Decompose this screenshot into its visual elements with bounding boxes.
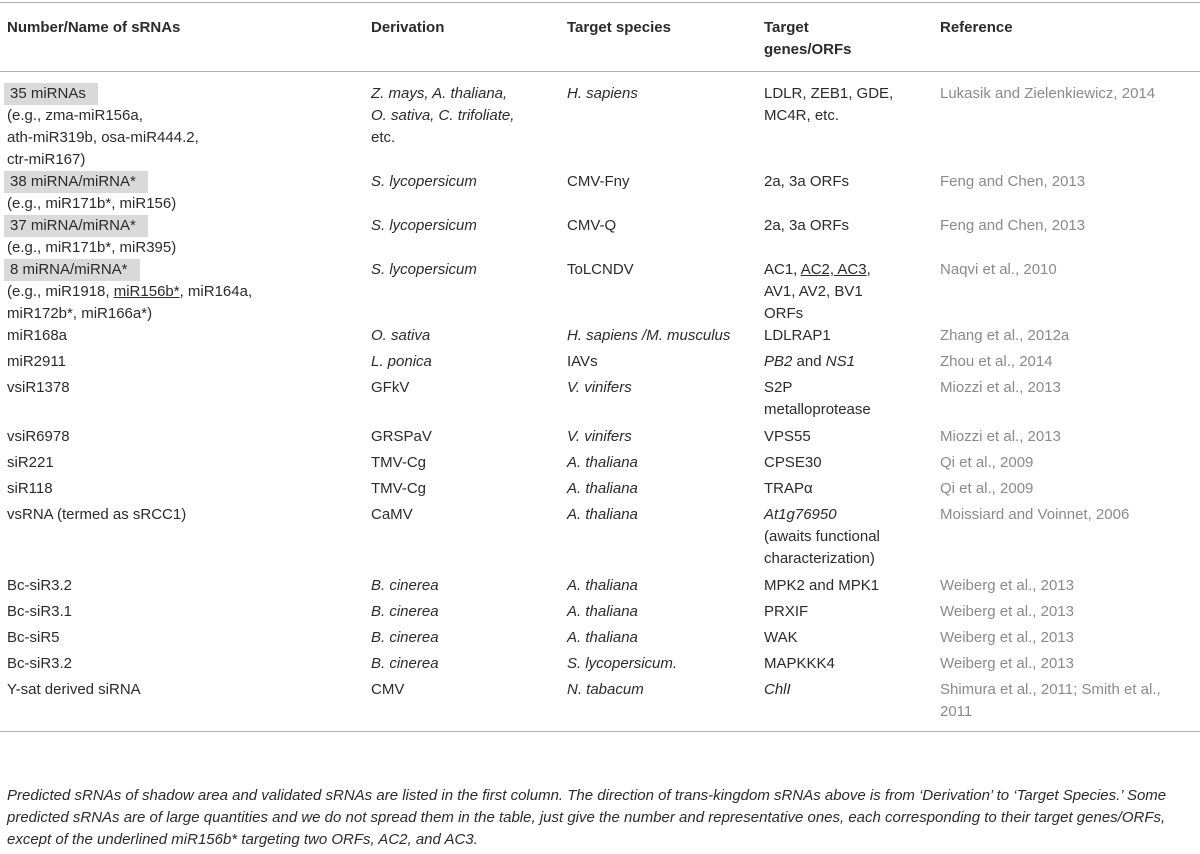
cell-name	[0, 259, 364, 325]
name-text: , miR164a,	[179, 283, 253, 300]
cell-target-species: A. thaliana	[567, 480, 638, 497]
cell-target-species: A. thaliana	[567, 603, 638, 620]
cell-target-genes: CPSE30	[764, 454, 822, 471]
cell-name: Bc-siR3.2	[7, 577, 73, 594]
cell-reference: Weiberg et al., 2013	[940, 629, 1074, 646]
cell-name-line: ath-miR319b, osa-miR444.2,	[7, 129, 199, 146]
cell-name: vsiR1378	[7, 379, 70, 396]
cell-reference: Moissiard and Voinnet, 2006	[940, 506, 1130, 523]
cell-reference: Qi et al., 2009	[940, 454, 1034, 471]
genes-text: ,	[866, 261, 871, 278]
cell-derivation: B. cinerea	[371, 603, 439, 620]
cell-name-line: ctr-miR167)	[7, 151, 86, 168]
cell-name-line	[7, 281, 360, 303]
cell-name	[0, 171, 364, 215]
header-name: Number/Name of sRNAs	[0, 3, 364, 72]
cell-reference: Weiberg et al., 2013	[940, 603, 1074, 620]
cell-derivation: TMV-Cg	[371, 480, 427, 497]
cell-target-genes: PRXIF	[764, 603, 809, 620]
cell-name-line: (e.g., zma-miR156a,	[7, 107, 143, 124]
cell-derivation: S. lycopersicum	[371, 173, 477, 190]
cell-name: Bc-siR3.1	[7, 603, 73, 620]
cell-reference-line: 2011	[940, 703, 973, 720]
cell-reference: Qi et al., 2009	[940, 480, 1034, 497]
table-row	[0, 601, 1200, 627]
cell-derivation: B. cinerea	[371, 655, 439, 672]
cell-target-species: A. thaliana	[567, 454, 638, 471]
shaded-srna-count: 37 miRNA/miRNA*	[4, 215, 148, 237]
cell-derivation: O. sativa	[371, 327, 431, 344]
cell-derivation: GFkV	[371, 379, 410, 396]
cell-target-species: V. vinifers	[567, 379, 632, 396]
cell-target-genes: TRAPα	[764, 480, 813, 497]
cell-name	[0, 72, 364, 172]
cell-target-genes: LDLRAP1	[764, 327, 831, 344]
table-row	[0, 72, 1200, 172]
cell-target-genes	[757, 377, 933, 426]
genes-text: and	[792, 353, 826, 370]
table-header	[0, 3, 1200, 72]
cell-reference: Lukasik and Zielenkiewicz, 2014	[940, 85, 1156, 102]
cell-reference: Weiberg et al., 2013	[940, 577, 1074, 594]
shaded-srna-count: 35 miRNAs	[4, 83, 98, 105]
cell-target-species: CMV-Q	[567, 217, 617, 234]
cell-name: vsRNA (termed as sRCC1)	[7, 506, 187, 523]
table-footnote: Predicted sRNAs of shadow area and validated sRNAs are listed in the first column. The direction of trans-kingdom sRNAs above is from ‘Derivation’ to ‘Target Species.’ Some predicted sRNAs are of large quantities and we do not spread them in the table, just give the number and representative ones, each corresponding to their target genes/ORFs, except of the underlined miR156b* targeting two ORFs, AC2, and AC3.	[7, 787, 1167, 848]
cell-reference: Feng and Chen, 2013	[940, 217, 1086, 234]
table-row	[0, 653, 1200, 679]
cell-name: siR118	[7, 480, 53, 497]
underlined-mirna: miR156b*	[113, 283, 180, 300]
cell-target-species: A. thaliana	[567, 577, 638, 594]
table-row	[0, 679, 1200, 732]
cell-name: siR221	[7, 454, 54, 471]
gene-name: At1g76950	[764, 506, 837, 523]
cell-genes-line: S2P	[764, 379, 793, 396]
cell-reference: Miozzi et al., 2013	[940, 379, 1061, 396]
cell-reference-line: Shimura et al., 2011; Smith et al.,	[940, 681, 1161, 698]
header-target-genes-line: Target	[764, 19, 809, 36]
cell-reference: Miozzi et al., 2013	[940, 428, 1061, 445]
cell-derivation: L. ponica	[371, 353, 432, 370]
header-derivation: Derivation	[364, 3, 560, 72]
header-target-genes	[757, 3, 933, 72]
cell-derivation: S. lycopersicum	[371, 261, 477, 278]
cell-name: vsiR6978	[7, 428, 70, 445]
genes-text: AC1,	[764, 261, 801, 278]
cell-target-species: H. sapiens	[567, 85, 638, 102]
table-body	[0, 72, 1200, 732]
cell-derivation: S. lycopersicum	[371, 217, 477, 234]
table-row	[0, 171, 1200, 215]
gene-name: PB2	[764, 353, 793, 370]
cell-target-genes	[757, 504, 933, 575]
table-row	[0, 627, 1200, 653]
header-target-genes-line: genes/ORFs	[764, 41, 852, 58]
srna-table	[0, 2, 1200, 732]
table-row	[0, 426, 1200, 452]
cell-target-genes	[757, 259, 933, 325]
table-row	[0, 478, 1200, 504]
table-row	[0, 504, 1200, 575]
cell-name: Y-sat derived siRNA	[0, 679, 364, 732]
cell-target-genes: ChlI	[757, 679, 933, 732]
name-text: (e.g., miR1918,	[7, 283, 114, 300]
cell-name: miR168a	[7, 327, 68, 344]
cell-genes-line: LDLR, ZEB1, GDE,	[764, 85, 894, 102]
cell-reference: Weiberg et al., 2013	[940, 655, 1074, 672]
gene-name: NS1	[825, 353, 855, 370]
cell-target-genes: 2a, 3a ORFs	[764, 173, 850, 190]
cell-genes-line: AV1, AV2, BV1	[764, 283, 863, 300]
cell-target-genes	[757, 72, 933, 172]
header-target-species: Target species	[560, 3, 757, 72]
cell-target-species: A. thaliana	[567, 506, 638, 523]
cell-target-genes	[757, 351, 933, 377]
cell-target-species: V. vinifers	[567, 428, 632, 445]
table-row	[0, 452, 1200, 478]
shaded-srna-count: 8 miRNA/miRNA*	[4, 259, 140, 281]
cell-target-species: A. thaliana	[567, 629, 638, 646]
cell-derivation: B. cinerea	[371, 577, 439, 594]
table-row	[0, 215, 1200, 259]
cell-name-line: miR172b*, miR166a*)	[7, 305, 153, 322]
cell-derivation: B. cinerea	[371, 629, 439, 646]
cell-genes-line: (awaits functional	[764, 528, 880, 545]
cell-target-genes: WAK	[764, 629, 798, 646]
cell-name: Bc-siR3.2	[7, 655, 73, 672]
cell-derivation: CMV	[364, 679, 560, 732]
cell-genes-line: characterization)	[764, 550, 875, 567]
cell-reference: Zhang et al., 2012a	[940, 327, 1070, 344]
table-row	[0, 259, 1200, 325]
cell-target-species: S. lycopersicum.	[567, 655, 678, 672]
underlined-genes: AC2, AC3	[800, 261, 867, 278]
cell-derivation-line: Z. mays, A. thaliana,	[371, 85, 508, 102]
header-reference: Reference	[933, 3, 1200, 72]
cell-target-species: H. sapiens /M. musculus	[567, 327, 731, 344]
table-row	[0, 351, 1200, 377]
cell-target-genes: MPK2 and MPK1	[764, 577, 880, 594]
cell-genes-line: metalloprotease	[764, 401, 871, 418]
shaded-srna-count: 38 miRNA/miRNA*	[4, 171, 148, 193]
cell-target-species: N. tabacum	[560, 679, 757, 732]
table-row	[0, 325, 1200, 351]
cell-derivation-line: O. sativa, C. trifoliate,	[371, 107, 515, 124]
cell-target-species: IAVs	[567, 353, 598, 370]
cell-derivation: CaMV	[371, 506, 413, 523]
cell-name: Bc-siR5	[7, 629, 60, 646]
cell-name	[0, 215, 364, 259]
cell-reference: Naqvi et al., 2010	[940, 261, 1057, 278]
cell-genes-line: ORFs	[764, 305, 804, 322]
cell-name-line: (e.g., miR171b*, miR156)	[7, 195, 177, 212]
cell-derivation: TMV-Cg	[371, 454, 427, 471]
cell-genes-line	[764, 259, 929, 281]
cell-name: miR2911	[7, 353, 66, 370]
cell-reference: Feng and Chen, 2013	[940, 173, 1086, 190]
cell-derivation: GRSPaV	[371, 428, 432, 445]
cell-target-genes: MAPKKK4	[764, 655, 835, 672]
cell-genes-line: MC4R, etc.	[764, 107, 840, 124]
cell-target-species: ToLCNDV	[567, 261, 634, 278]
cell-target-genes: VPS55	[764, 428, 811, 445]
cell-derivation-line: etc.	[371, 129, 396, 146]
cell-target-genes: 2a, 3a ORFs	[764, 217, 850, 234]
cell-name-line: (e.g., miR171b*, miR395)	[7, 239, 177, 256]
header-row	[0, 3, 1200, 72]
cell-reference: Zhou et al., 2014	[940, 353, 1053, 370]
table-row	[0, 377, 1200, 426]
cell-target-species: CMV-Fny	[567, 173, 630, 190]
table-row	[0, 575, 1200, 601]
cell-reference	[933, 679, 1200, 732]
cell-derivation	[364, 72, 560, 172]
